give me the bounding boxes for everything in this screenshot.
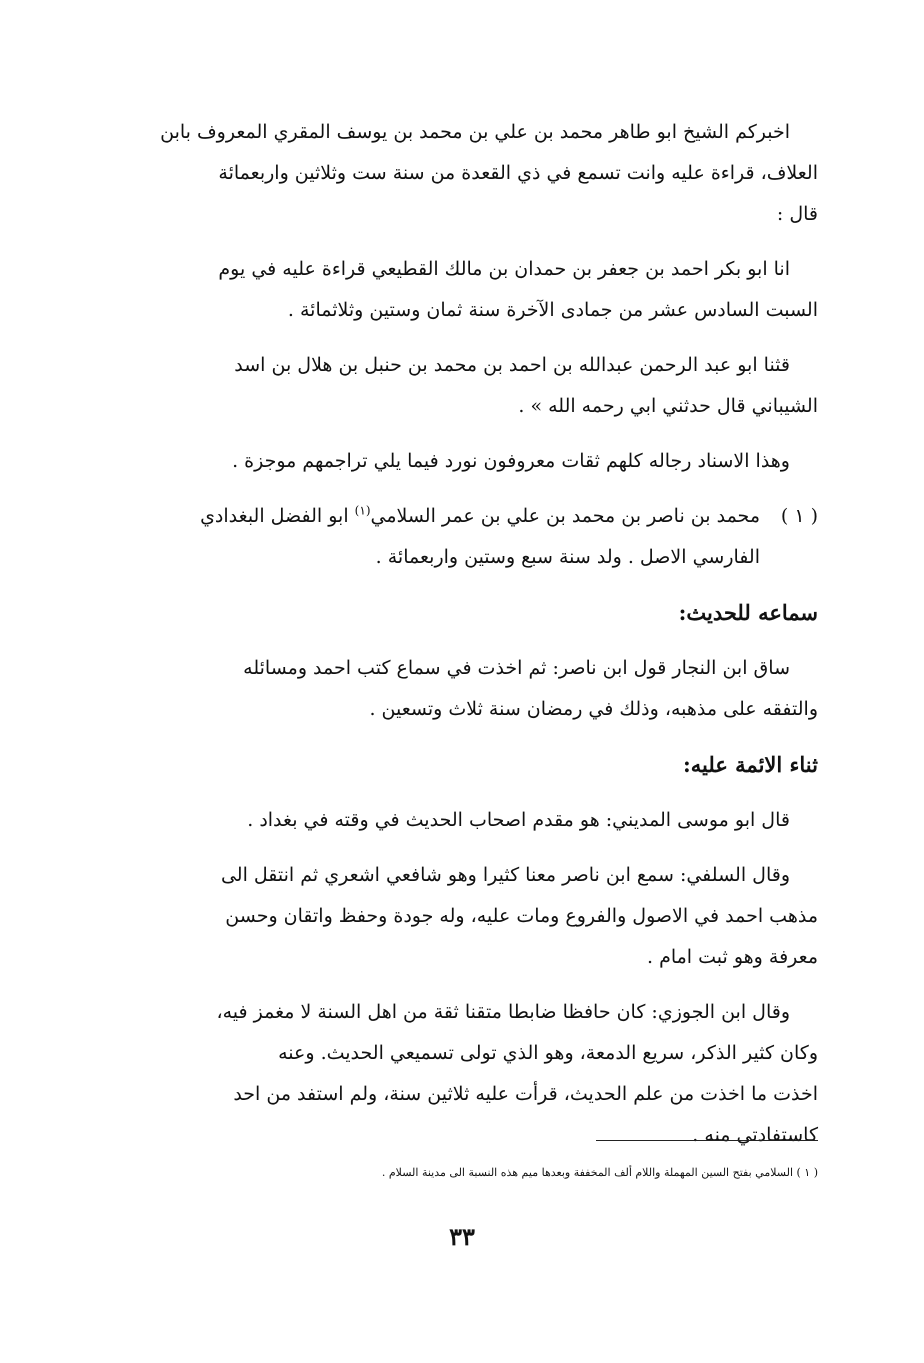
- text-line: اخذت ما اخذت من علم الحديث، قرأت عليه ثلاثين سنة، ولم استفد من احد: [233, 1083, 818, 1105]
- text-line: وهذا الاسناد رجاله كلهم ثقات معروفون نورد فيما يلي تراجمهم موجزة .: [232, 450, 790, 472]
- entry-number: ( ١ ): [780, 505, 818, 527]
- page-number: ٣٣: [449, 1222, 475, 1251]
- text-line: قال :: [776, 203, 818, 225]
- entry-body: [106, 496, 760, 578]
- entry-name-cont: ابو الفضل البغدادي: [200, 505, 355, 527]
- text-line: الفارسي الاصل . ولد سنة سبع وستين واربعمائة .: [375, 546, 760, 568]
- text-line: الشيباني قال حدثني ابي رحمه الله » .: [518, 395, 818, 417]
- text-line: اخبركم الشيخ ابو طاهر محمد بن علي بن محمد بن يوسف المقري المعروف بابن: [160, 121, 790, 143]
- paragraph-isnad-2: [106, 249, 818, 331]
- paragraph-praise-3: [106, 992, 818, 1156]
- footnote-reference[interactable]: (١): [354, 503, 371, 518]
- biography-entry-1: [106, 496, 818, 578]
- text-line: السبت السادس عشر من جمادى الآخرة سنة ثمان وستين وثلاثمائة .: [287, 299, 818, 321]
- text-line: العلاف، قراءة عليه وانت تسمع في ذي القعدة من سنة ست وثلاثين واربعمائة: [218, 162, 818, 184]
- text-line: [106, 496, 760, 537]
- paragraph-praise-1: [106, 800, 818, 841]
- paragraph-praise-2: [106, 855, 818, 978]
- text-line: ساق ابن النجار قول ابن ناصر: ثم اخذت في سماع كتب احمد ومسائله: [243, 657, 790, 679]
- text-line: قثنا ابو عبد الرحمن عبدالله بن احمد بن محمد بن حنبل بن هلال بن اسد: [234, 354, 790, 376]
- text-line: والتفقه على مذهبه، وذلك في رمضان سنة ثلاث وتسعين .: [369, 698, 818, 720]
- text-line: معرفة وهو ثبت امام .: [647, 946, 818, 968]
- text-line: وقال السلفي: سمع ابن ناصر معنا كثيرا وهو شافعي اشعري ثم انتقل الى: [220, 864, 790, 886]
- page-body: [106, 112, 818, 1170]
- text-line: مذهب احمد في الاصول والفروع ومات عليه، وله جودة وحفظ واتقان وحسن: [225, 905, 818, 927]
- footnote: ( ١ ) السلامي بفتح السين المهملة واللام ألف المخففة وبعدها ميم هذه النسبة الى مدينة السلام .: [381, 1166, 818, 1179]
- text-line: قال ابو موسى المديني: هو مقدم اصحاب الحديث في وقته في بغداد .: [247, 809, 790, 831]
- text-line: وقال ابن الجوزي: كان حافظا ضابطا متقنا ثقة من اهل السنة لا مغمز فيه،: [216, 1001, 790, 1023]
- paragraph-isnad-summary: [106, 441, 818, 482]
- paragraph-isnad-3: [106, 345, 818, 427]
- paragraph-isnad-1: [106, 112, 818, 235]
- text-line: كاستفادتي منه .: [692, 1124, 818, 1146]
- section-heading-hearing: سماعه للحديث:: [678, 600, 818, 625]
- paragraph-hearing: [106, 648, 818, 730]
- footnote-divider: [596, 1140, 818, 1141]
- text-line: انا ابو بكر احمد بن جعفر بن حمدان بن مالك القطيعي قراءة عليه في يوم: [218, 258, 790, 280]
- section-heading-praise: ثناء الائمة عليه:: [683, 752, 818, 777]
- entry-name: محمد بن ناصر بن محمد بن علي بن عمر السلامي: [370, 505, 760, 527]
- text-line: وكان كثير الذكر، سريع الدمعة، وهو الذي تولى تسميعي الحديث. وعنه: [278, 1042, 818, 1064]
